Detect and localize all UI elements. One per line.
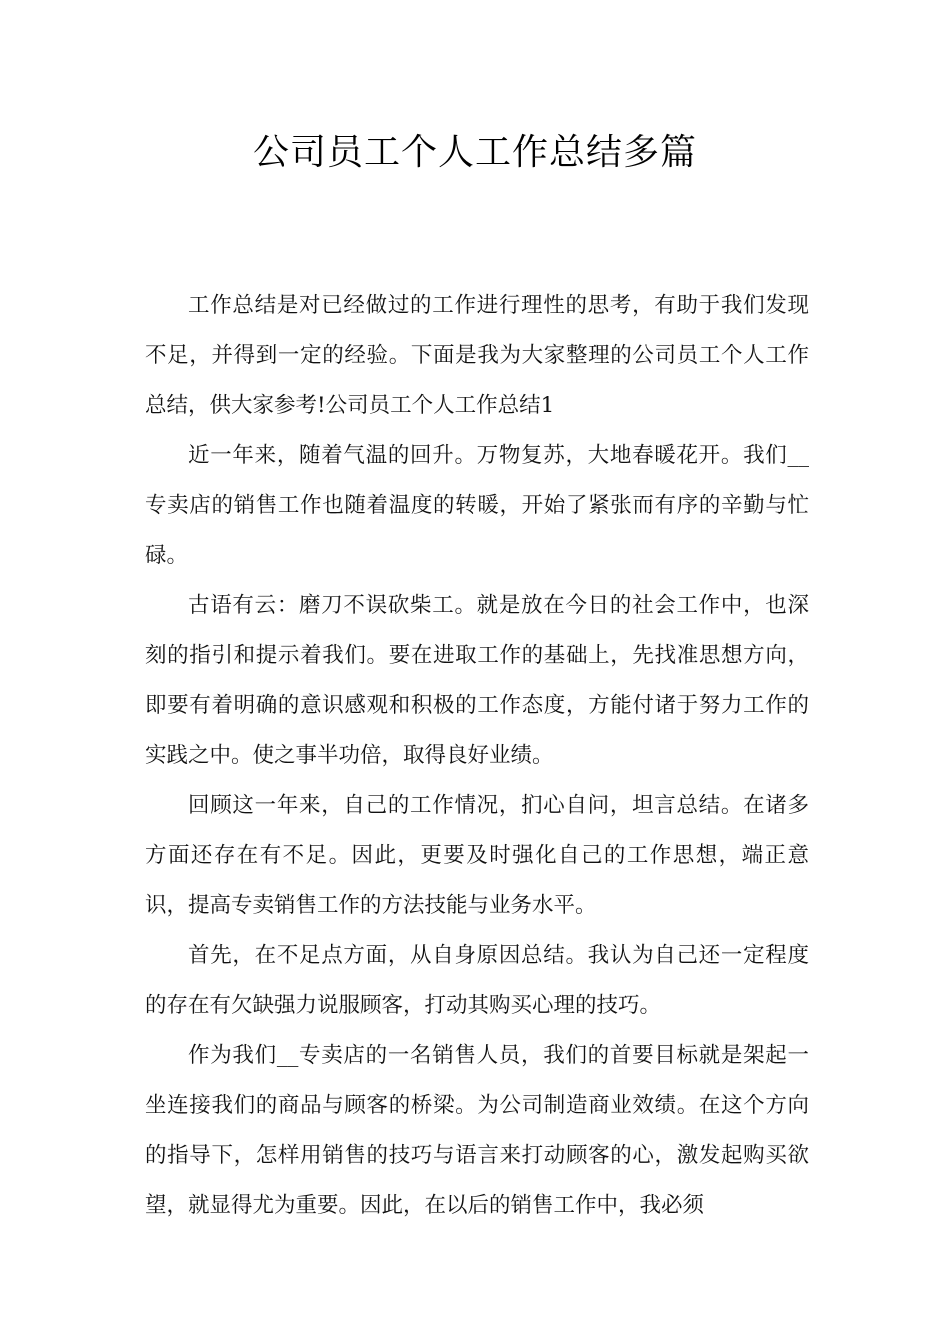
document-title: 公司员工个人工作总结多篇: [252, 132, 697, 173]
paragraph-proverb: 古语有云：磨刀不误砍柴工。就是放在今日的社会工作中，也深刻的指引和提示着我们。要在进取工作的基础上，先找准思想方向，即要有着明确的意识感观和积极的工作态度，方能付诸于努力工作的实践之中。使之事半功倍，取得良好业绩。: [145, 593, 809, 768]
paragraph-spring: 近一年来，随着气温的回升。万物复苏，大地春暖花开。我们__专卖店的销售工作也随着温度的转暖，开始了紧张而有序的辛勤与忙碌。: [145, 443, 809, 568]
paragraph-sales-role: 作为我们__专卖店的一名销售人员，我们的首要目标就是架起一坐连接我们的商品与顾客的桥梁。为公司制造商业效绩。在这个方向的指导下，怎样用销售的技巧与语言来打动顾客的心，激发起购买欲望，就显得尤为重要。因此，在以后的销售工作中，我必须: [145, 1043, 809, 1218]
document-body: [145, 281, 809, 1231]
paragraph-shortcomings: 首先，在不足点方面，从自身原因总结。我认为自己还一定程度的存在有欠缺强力说服顾客，打动其购买心理的技巧。: [145, 943, 809, 1018]
paragraph-intro: 工作总结是对已经做过的工作进行理性的思考，有助于我们发现不足，并得到一定的经验。下面是我为大家整理的公司员工个人工作总结，供大家参考!公司员工个人工作总结1: [145, 293, 809, 418]
paragraph-review: 回顾这一年来，自己的工作情况，扪心自问，坦言总结。在诸多方面还存在有不足。因此，更要及时强化自己的工作思想，端正意识，提高专卖销售工作的方法技能与业务水平。: [145, 793, 809, 918]
